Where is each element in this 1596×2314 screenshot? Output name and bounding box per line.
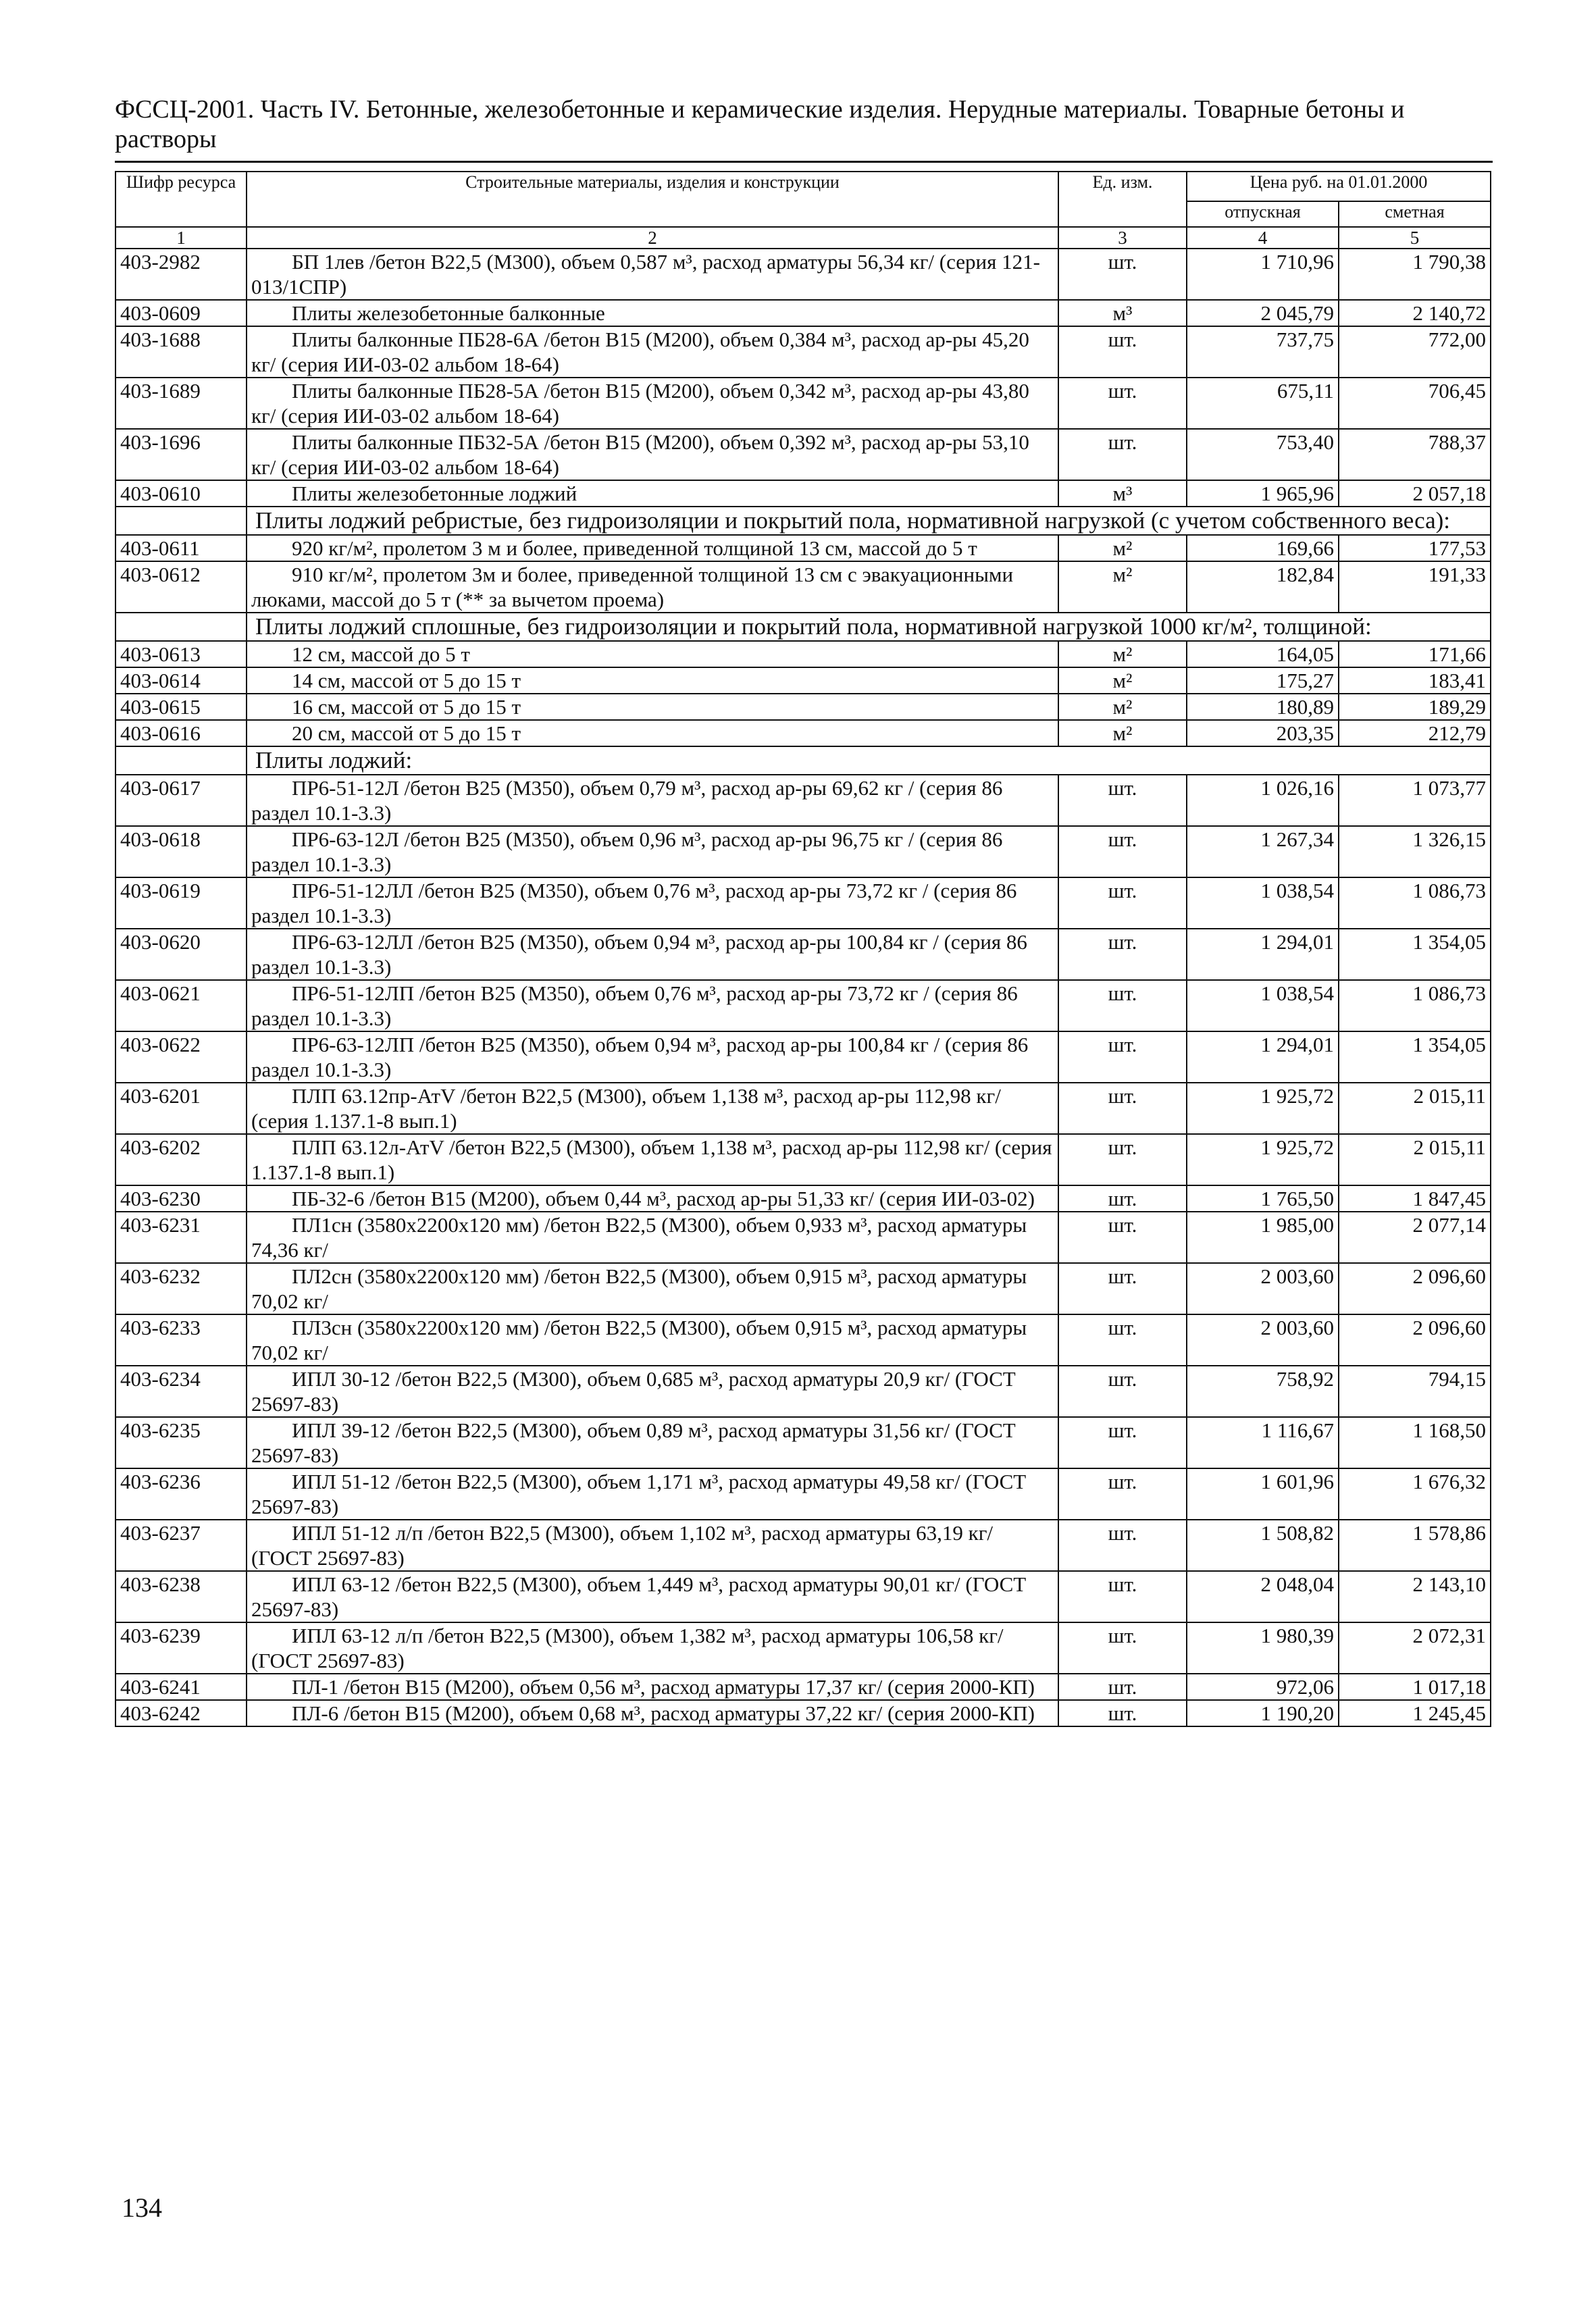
material-name: ПЛ2сн (3580х2200х120 мм) /бетон B22,5 (М300), объем 0,915 м³, расход арматуры 70,02 кг/ [247,1263,1058,1314]
material-name: 14 см, массой от 5 до 15 т [247,667,1058,694]
group-row [115,507,1491,535]
resource-code: 403-0616 [115,720,247,746]
unit-cell: шт. [1058,775,1187,826]
material-name: ИПЛ 51-12 л/п /бетон B22,5 (М300), объем 1,102 м³, расход арматуры 63,19 кг/ (ГОСТ 25697-83) [247,1520,1058,1571]
column-numbers-row [115,227,1491,249]
unit-cell: м² [1058,641,1187,667]
table-head [115,172,1491,249]
table-row [115,1366,1491,1417]
material-name: ПР6-63-12ЛЛ /бетон B25 (М350), объем 0,94 м³, расход ар-ры 100,84 кг / (серия 86 раздел 10.1-3.3) [247,929,1058,980]
unit-cell: м² [1058,561,1187,613]
table-row [115,694,1491,720]
table-row [115,535,1491,561]
release-price: 2 003,60 [1187,1314,1339,1366]
resource-code: 403-1696 [115,429,247,480]
unit-cell: м² [1058,535,1187,561]
material-name: Плиты железобетонные лоджий [247,480,1058,507]
resource-code: 403-0615 [115,694,247,720]
table-row [115,249,1491,300]
col-header-release: отпускная [1187,201,1339,227]
table-row [115,1263,1491,1314]
estimate-price: 1 790,38 [1339,249,1491,300]
estimate-price: 1 073,77 [1339,775,1491,826]
table-row [115,980,1491,1031]
table-row [115,775,1491,826]
table-body [115,249,1491,1726]
unit-cell: шт. [1058,1417,1187,1468]
col-number: 4 [1187,227,1339,249]
table-row [115,1468,1491,1520]
resource-code: 403-6237 [115,1520,247,1571]
resource-code: 403-6201 [115,1083,247,1134]
table-row [115,1700,1491,1726]
release-price: 164,05 [1187,641,1339,667]
resource-code: 403-0613 [115,641,247,667]
unit-cell: шт. [1058,1622,1187,1674]
resource-code: 403-0612 [115,561,247,613]
unit-cell: шт. [1058,1185,1187,1212]
table-row [115,1622,1491,1674]
group-title: Плиты лоджий: [247,746,1491,775]
col-number: 5 [1339,227,1491,249]
estimate-price: 1 578,86 [1339,1520,1491,1571]
release-price: 1 508,82 [1187,1520,1339,1571]
estimate-price: 772,00 [1339,326,1491,378]
resource-code: 403-0617 [115,775,247,826]
release-price: 2 003,60 [1187,1263,1339,1314]
resource-code: 403-6232 [115,1263,247,1314]
resource-code: 403-6230 [115,1185,247,1212]
release-price: 1 294,01 [1187,929,1339,980]
material-name: ПР6-63-12Л /бетон B25 (М350), объем 0,96 м³, расход ар-ры 96,75 кг / (серия 86 раздел 10.1-3.3) [247,826,1058,877]
table-row [115,877,1491,929]
table-row [115,1674,1491,1700]
estimate-price: 706,45 [1339,378,1491,429]
estimate-price: 177,53 [1339,535,1491,561]
material-name: ПЛ1сн (3580х2200х120 мм) /бетон B22,5 (М300), объем 0,933 м³, расход арматуры 74,36 кг/ [247,1212,1058,1263]
unit-cell: шт. [1058,326,1187,378]
table-row [115,641,1491,667]
header-rule [115,161,1493,163]
resource-code: 403-6239 [115,1622,247,1674]
unit-cell: м² [1058,667,1187,694]
material-name: ПЛ3сн (3580х2200х120 мм) /бетон B22,5 (М300), объем 0,915 м³, расход арматуры 70,02 кг/ [247,1314,1058,1366]
resource-code: 403-6238 [115,1571,247,1622]
table-row [115,300,1491,326]
material-name: Плиты балконные ПБ32-5А /бетон B15 (М200), объем 0,392 м³, расход ар-ры 53,10 кг/ (серия ИИ-03-02 альбом 18-64) [247,429,1058,480]
release-price: 2 045,79 [1187,300,1339,326]
release-price: 972,06 [1187,1674,1339,1700]
material-name: Плиты железобетонные балконные [247,300,1058,326]
table-row [115,1134,1491,1185]
unit-cell: шт. [1058,1520,1187,1571]
unit-cell: шт. [1058,1571,1187,1622]
group-row [115,746,1491,775]
estimate-price: 1 676,32 [1339,1468,1491,1520]
resource-code: 403-1688 [115,326,247,378]
material-name: Плиты балконные ПБ28-6А /бетон B15 (М200), объем 0,384 м³, расход ар-ры 45,20 кг/ (серия ИИ-03-02 альбом 18-64) [247,326,1058,378]
release-price: 753,40 [1187,429,1339,480]
estimate-price: 1 168,50 [1339,1417,1491,1468]
material-name: ПР6-51-12ЛЛ /бетон B25 (М350), объем 0,76 м³, расход ар-ры 73,72 кг / (серия 86 раздел 10.1-3.3) [247,877,1058,929]
unit-cell: шт. [1058,1700,1187,1726]
material-name: 910 кг/м², пролетом 3м и более, приведенной толщиной 13 см с эвакуационными люками, массой до 5 т (** за вычетом проема) [247,561,1058,613]
estimate-price: 1 847,45 [1339,1185,1491,1212]
estimate-price: 2 143,10 [1339,1571,1491,1622]
table-row [115,480,1491,507]
material-name: 20 см, массой от 5 до 15 т [247,720,1058,746]
unit-cell: шт. [1058,929,1187,980]
col-header-estimate: сметная [1339,201,1491,227]
resource-code: 403-0620 [115,929,247,980]
unit-cell: шт. [1058,1134,1187,1185]
material-name: ИПЛ 39-12 /бетон B22,5 (М300), объем 0,89 м³, расход арматуры 31,56 кг/ (ГОСТ 25697-83) [247,1417,1058,1468]
release-price: 1 190,20 [1187,1700,1339,1726]
unit-cell: шт. [1058,980,1187,1031]
resource-code: 403-6234 [115,1366,247,1417]
price-table [115,171,1491,1727]
unit-cell: шт. [1058,1366,1187,1417]
release-price: 203,35 [1187,720,1339,746]
page-number: 134 [122,2192,162,2223]
col-header-price: Цена руб. на 01.01.2000 [1187,172,1491,201]
estimate-price: 1 354,05 [1339,1031,1491,1083]
unit-cell: м³ [1058,480,1187,507]
release-price: 1 294,01 [1187,1031,1339,1083]
resource-code: 403-6231 [115,1212,247,1263]
estimate-price: 171,66 [1339,641,1491,667]
resource-code: 403-6242 [115,1700,247,1726]
material-name: БП 1лев /бетон B22,5 (М300), объем 0,587 м³, расход арматуры 56,34 кг/ (серия 121-013/1СПР) [247,249,1058,300]
table-row [115,429,1491,480]
group-empty-cell [115,613,247,641]
material-name: ИПЛ 63-12 /бетон B22,5 (М300), объем 1,449 м³, расход арматуры 90,01 кг/ (ГОСТ 25697-83) [247,1571,1058,1622]
group-row [115,613,1491,641]
resource-code: 403-6235 [115,1417,247,1468]
material-name: ИПЛ 51-12 /бетон B22,5 (М300), объем 1,171 м³, расход арматуры 49,58 кг/ (ГОСТ 25697-83) [247,1468,1058,1520]
unit-cell: шт. [1058,1031,1187,1083]
release-price: 1 116,67 [1187,1417,1339,1468]
release-price: 1 965,96 [1187,480,1339,507]
material-name: ПР6-51-12ЛП /бетон B25 (М350), объем 0,76 м³, расход ар-ры 73,72 кг / (серия 86 раздел 10.1-3.3) [247,980,1058,1031]
estimate-price: 183,41 [1339,667,1491,694]
estimate-price: 1 017,18 [1339,1674,1491,1700]
unit-cell: шт. [1058,429,1187,480]
material-name: Плиты балконные ПБ28-5А /бетон B15 (М200), объем 0,342 м³, расход ар-ры 43,80 кг/ (серия ИИ-03-02 альбом 18-64) [247,378,1058,429]
unit-cell: шт. [1058,1212,1187,1263]
estimate-price: 794,15 [1339,1366,1491,1417]
estimate-price: 1 354,05 [1339,929,1491,980]
release-price: 1 925,72 [1187,1134,1339,1185]
resource-code: 403-6202 [115,1134,247,1185]
table-row [115,1314,1491,1366]
unit-cell: м³ [1058,300,1187,326]
material-name: 920 кг/м², пролетом 3 м и более, приведенной толщиной 13 см, массой до 5 т [247,535,1058,561]
unit-cell: шт. [1058,1083,1187,1134]
unit-cell: м² [1058,720,1187,746]
unit-cell: шт. [1058,826,1187,877]
estimate-price: 2 140,72 [1339,300,1491,326]
table-row [115,1185,1491,1212]
estimate-price: 2 015,11 [1339,1134,1491,1185]
unit-cell: м² [1058,694,1187,720]
release-price: 1 985,00 [1187,1212,1339,1263]
table-row [115,326,1491,378]
estimate-price: 189,29 [1339,694,1491,720]
release-price: 737,75 [1187,326,1339,378]
release-price: 1 710,96 [1187,249,1339,300]
resource-code: 403-0610 [115,480,247,507]
estimate-price: 2 057,18 [1339,480,1491,507]
unit-cell: шт. [1058,378,1187,429]
group-title: Плиты лоджий сплошные, без гидроизоляции и покрытий пола, нормативной нагрузкой 1000 кг/м², толщиной: [247,613,1491,641]
estimate-price: 1 326,15 [1339,826,1491,877]
page-header: ФССЦ-2001. Часть IV. Бетонные, железобетонные и керамические изделия. Нерудные материалы. Товарные бетоны и растворы [115,95,1405,153]
estimate-price: 788,37 [1339,429,1491,480]
resource-code: 403-6241 [115,1674,247,1700]
unit-cell: шт. [1058,1314,1187,1366]
table-row [115,929,1491,980]
resource-code: 403-0609 [115,300,247,326]
release-price: 1 925,72 [1187,1083,1339,1134]
release-price: 675,11 [1187,378,1339,429]
table-row [115,1417,1491,1468]
release-price: 2 048,04 [1187,1571,1339,1622]
release-price: 182,84 [1187,561,1339,613]
group-empty-cell [115,507,247,535]
col-header-code: Шифр ресурса [115,172,247,227]
release-price: 1 765,50 [1187,1185,1339,1212]
estimate-price: 1 086,73 [1339,980,1491,1031]
resource-code: 403-0611 [115,535,247,561]
estimate-price: 2 015,11 [1339,1083,1491,1134]
estimate-price: 2 096,60 [1339,1263,1491,1314]
material-name: ПЛ-6 /бетон B15 (М200), объем 0,68 м³, расход арматуры 37,22 кг/ (серия 2000-КП) [247,1700,1058,1726]
material-name: ПР6-51-12Л /бетон B25 (М350), объем 0,79 м³, расход ар-ры 69,62 кг / (серия 86 раздел 10.1-3.3) [247,775,1058,826]
table-row [115,561,1491,613]
material-name: ПЛП 63.12пр-АтV /бетон B22,5 (М300), объем 1,138 м³, расход ар-ры 112,98 кг/ (серия 1.137.1-8 вып.1) [247,1083,1058,1134]
table-row [115,1571,1491,1622]
material-name: ИПЛ 30-12 /бетон B22,5 (М300), объем 0,685 м³, расход арматуры 20,9 кг/ (ГОСТ 25697-83) [247,1366,1058,1417]
group-empty-cell [115,746,247,775]
col-header-name: Строительные материалы, изделия и конструкции [247,172,1058,227]
estimate-price: 1 086,73 [1339,877,1491,929]
estimate-price: 2 072,31 [1339,1622,1491,1674]
estimate-price: 2 077,14 [1339,1212,1491,1263]
col-number: 2 [247,227,1058,249]
release-price: 1 980,39 [1187,1622,1339,1674]
material-name: ИПЛ 63-12 л/п /бетон B22,5 (М300), объем 1,382 м³, расход арматуры 106,58 кг/ (ГОСТ 25697-83) [247,1622,1058,1674]
release-price: 1 267,34 [1187,826,1339,877]
unit-cell: шт. [1058,249,1187,300]
resource-code: 403-2982 [115,249,247,300]
release-price: 180,89 [1187,694,1339,720]
unit-cell: шт. [1058,1674,1187,1700]
release-price: 169,66 [1187,535,1339,561]
estimate-price: 212,79 [1339,720,1491,746]
col-header-unit: Ед. изм. [1058,172,1187,227]
unit-cell: шт. [1058,1468,1187,1520]
release-price: 1 026,16 [1187,775,1339,826]
resource-code: 403-1689 [115,378,247,429]
col-number: 3 [1058,227,1187,249]
col-number: 1 [115,227,247,249]
table-row [115,667,1491,694]
resource-code: 403-0618 [115,826,247,877]
unit-cell: шт. [1058,877,1187,929]
resource-code: 403-0619 [115,877,247,929]
material-name: ПР6-63-12ЛП /бетон B25 (М350), объем 0,94 м³, расход ар-ры 100,84 кг / (серия 86 раздел 10.1-3.3) [247,1031,1058,1083]
table-row [115,1212,1491,1263]
material-name: 12 см, массой до 5 т [247,641,1058,667]
resource-code: 403-6233 [115,1314,247,1366]
release-price: 1 038,54 [1187,877,1339,929]
resource-code: 403-0622 [115,1031,247,1083]
resource-code: 403-0621 [115,980,247,1031]
release-price: 1 601,96 [1187,1468,1339,1520]
material-name: ПЛ-1 /бетон B15 (М200), объем 0,56 м³, расход арматуры 17,37 кг/ (серия 2000-КП) [247,1674,1058,1700]
table-row [115,1083,1491,1134]
estimate-price: 1 245,45 [1339,1700,1491,1726]
table-row [115,1520,1491,1571]
group-title: Плиты лоджий ребристые, без гидроизоляции и покрытий пола, нормативной нагрузкой (с учетом собственного веса): [247,507,1491,535]
table-row [115,378,1491,429]
unit-cell: шт. [1058,1263,1187,1314]
release-price: 758,92 [1187,1366,1339,1417]
resource-code: 403-0614 [115,667,247,694]
resource-code: 403-6236 [115,1468,247,1520]
table-row [115,720,1491,746]
table-row [115,826,1491,877]
release-price: 175,27 [1187,667,1339,694]
release-price: 1 038,54 [1187,980,1339,1031]
estimate-price: 2 096,60 [1339,1314,1491,1366]
material-name: 16 см, массой от 5 до 15 т [247,694,1058,720]
material-name: ПЛП 63.12л-АтV /бетон B22,5 (М300), объем 1,138 м³, расход ар-ры 112,98 кг/ (серия 1.137.1-8 вып.1) [247,1134,1058,1185]
table-row [115,1031,1491,1083]
estimate-price: 191,33 [1339,561,1491,613]
material-name: ПБ-32-6 /бетон B15 (М200), объем 0,44 м³, расход ар-ры 51,33 кг/ (серия ИИ-03-02) [247,1185,1058,1212]
